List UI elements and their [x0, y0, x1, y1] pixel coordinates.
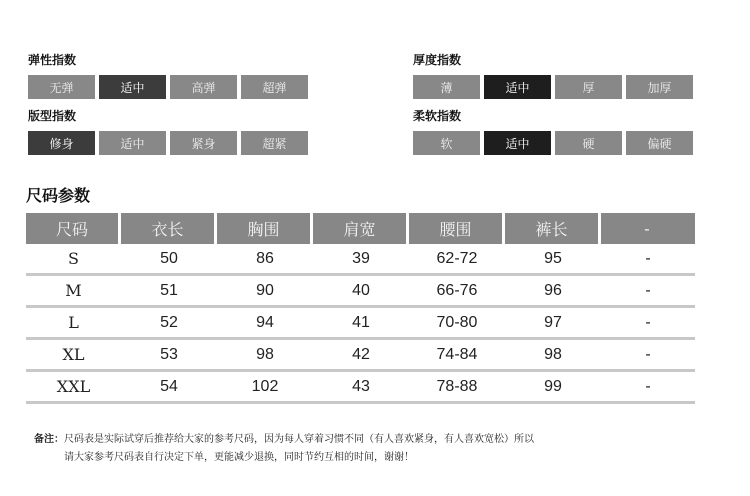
thickness-index-title: 厚度指数 [413, 53, 462, 67]
table-cell: 98 [217, 340, 313, 372]
option-rather-hard[interactable]: 偏硬 [626, 131, 693, 155]
table-cell: 40 [313, 276, 409, 308]
option-super-stretch[interactable]: 超弹 [241, 75, 308, 99]
header-length: 衣长 [121, 213, 217, 244]
table-cell: 86 [217, 244, 313, 276]
table-cell: - [601, 276, 695, 308]
option-soft[interactable]: 软 [413, 131, 480, 155]
table-cell: 66-76 [409, 276, 505, 308]
header-size: 尺码 [26, 213, 121, 244]
option-thin[interactable]: 薄 [413, 75, 480, 99]
option-super-tight-fit[interactable]: 超紧 [241, 131, 308, 155]
softness-index-title: 柔软指数 [413, 109, 462, 123]
table-cell: 51 [121, 276, 217, 308]
option-thick[interactable]: 厚 [555, 75, 622, 99]
elasticity-index-options [28, 75, 308, 99]
option-extra-thick[interactable]: 加厚 [626, 75, 693, 99]
size-cell: S [26, 244, 121, 276]
header-chest: 胸围 [217, 213, 313, 244]
table-row [26, 308, 695, 340]
softness-index-options [413, 131, 693, 155]
note-text-1: 尺码表是实际试穿后推荐给大家的参考尺码，因为每人穿着习惯不同（有人喜欢紧身，有人喜欢宽松）所以 [64, 434, 534, 445]
option-no-stretch[interactable]: 无弹 [28, 75, 95, 99]
header-pants-length: 裤长 [505, 213, 601, 244]
table-cell: 97 [505, 308, 601, 340]
option-moderate-thickness[interactable]: 适中 [484, 75, 551, 99]
table-cell: 52 [121, 308, 217, 340]
table-cell: 54 [121, 372, 217, 404]
table-cell: - [601, 244, 695, 276]
option-hard[interactable]: 硬 [555, 131, 622, 155]
option-tight-fit[interactable]: 紧身 [170, 131, 237, 155]
elasticity-index-title: 弹性指数 [28, 53, 77, 67]
table-cell: - [601, 340, 695, 372]
table-cell: 95 [505, 244, 601, 276]
note-line-1 [34, 430, 534, 445]
table-cell: 50 [121, 244, 217, 276]
table-cell: 96 [505, 276, 601, 308]
size-cell: XXL [26, 372, 121, 404]
table-cell: 42 [313, 340, 409, 372]
table-cell: 78-88 [409, 372, 505, 404]
option-moderate-fit[interactable]: 适中 [99, 131, 166, 155]
table-cell: 94 [217, 308, 313, 340]
option-slim-fit[interactable]: 修身 [28, 131, 95, 155]
option-high-stretch[interactable]: 高弹 [170, 75, 237, 99]
table-cell: 98 [505, 340, 601, 372]
table-row [26, 372, 695, 404]
table-cell: 41 [313, 308, 409, 340]
size-section-title: 尺码参数 [26, 186, 91, 205]
size-cell: L [26, 308, 121, 340]
table-cell: - [601, 308, 695, 340]
note-text-2: 请大家参考尺码表自行决定下单，更能减少退换，同时节约互相的时间，谢谢！ [64, 452, 414, 463]
table-cell: 53 [121, 340, 217, 372]
note-line-2 [64, 448, 414, 463]
table-cell: 43 [313, 372, 409, 404]
header-extra: - [601, 213, 695, 244]
table-row [26, 276, 695, 308]
table-cell: 74-84 [409, 340, 505, 372]
table-row [26, 340, 695, 372]
table-cell: 102 [217, 372, 313, 404]
fit-index-title: 版型指数 [28, 109, 77, 123]
table-cell: - [601, 372, 695, 404]
table-cell: 39 [313, 244, 409, 276]
thickness-index-options [413, 75, 693, 99]
note-label: 备注： [34, 434, 64, 445]
table-cell: 99 [505, 372, 601, 404]
table-row [26, 244, 695, 276]
fit-index-options [28, 131, 308, 155]
size-table [26, 213, 695, 404]
header-shoulder: 肩宽 [313, 213, 409, 244]
header-waist: 腰围 [409, 213, 505, 244]
option-moderate-stretch[interactable]: 适中 [99, 75, 166, 99]
size-cell: XL [26, 340, 121, 372]
table-cell: 70-80 [409, 308, 505, 340]
table-cell: 62-72 [409, 244, 505, 276]
table-cell: 90 [217, 276, 313, 308]
size-cell: M [26, 276, 121, 308]
size-table-header [26, 213, 695, 244]
option-moderate-softness[interactable]: 适中 [484, 131, 551, 155]
